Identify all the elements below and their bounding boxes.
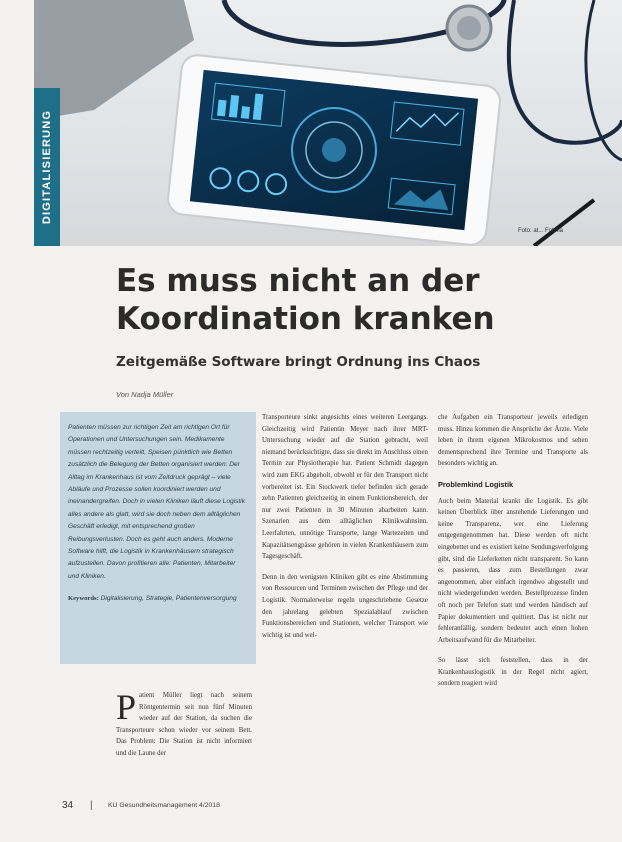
body-paragraph: atient Müller liegt nach seinem Röntgentermin seit nun fünf Minuten wieder auf der Station, da suchen die Transporteure schon wieder vor seinem Bett. Das Problem: Die Station ist nicht informiert und die Laune der <box>116 692 252 757</box>
footer-separator: | <box>90 800 93 811</box>
keywords <box>68 593 248 605</box>
abstract-box <box>60 412 256 664</box>
hero-photo <box>34 0 622 246</box>
photo-credit: Foto: at... Fotolia <box>518 228 564 234</box>
keywords-list: Digitalisierung, Strategie, Patientenversorgung <box>100 595 237 603</box>
body-paragraph: Transporteure sinkt angesichts eines weiteren Leergangs. Gleichzeitig wird Patientin Meyer nach ihrer MRT-Untersuchung wieder auf die Station gebracht, weil niemand berücksichtigte, dass sie direkt im Anschluss einen Termin zur Physiotherapie hat. Patient Schmidt dagegen wird zum EKG abgeholt, obwohl er für den Transport nicht vorbereitet ist. Ein Stockwerk tiefer befinden sich gerade zehn Patienten gleichzeitig in einem Funktionsbereich, der nur zwei Patienten in 30 Minuten abarbeiten kann. Szenarien aus dem alltäglichen Klinikwahnsinn. Leerfahrten, unnötige Transporte, lange Wartezeiten und Kapazitätsengpässe gehören in vielen Krankenhäusern zum Tagesgeschäft. <box>262 414 428 561</box>
tablet-stethoscope-illustration <box>34 0 622 246</box>
body-paragraph: Denn in den wenigsten Kliniken gibt es eine Abstimmung von Ressourcen und Terminen zwischen der Pflege und der Logistik. Normalerweise regeln ungeschriebene Gesetze den jahrelang gelebten Spezialablauf zwischen Funktionsbereichen und Stationen, welcher Transport wie wichtig ist und wel- <box>262 573 428 639</box>
article-title: Es muss nicht an der Koordination kranken <box>116 263 495 337</box>
body-paragraph: che Aufgaben ein Transporteur jeweils erledigen muss. Hinzu kommen die Ansprüche der Ärzte. Viele leben in ihrem eigenen Mikrokosmos und sehen dementsprechend ihre Termine und Transporte als besonders wichtig an. <box>438 414 588 468</box>
keywords-label: Keywords: <box>68 595 99 603</box>
body-column-2 <box>262 412 428 650</box>
page-footer <box>62 800 582 814</box>
dropcap: P <box>116 687 137 727</box>
section-label: DIGITALISIERUNG <box>41 109 54 225</box>
body-column-1 <box>116 687 252 769</box>
body-paragraph: Auch beim Material krankt die Logistik. Es gibt keinen Überblick über anstehende Lieferungen und keine Transparenz, wer eine Lieferung entgegengenommen hat. Diese werden oft nicht eingebettet und es existiert keine Sendungsverfolgung gibt, sind die Lieferketten nicht transparent. So kann es passieren, dass zum Bestellungen zwar angenommen, aber einfach irgendwo abgestellt und nicht wiedergefunden werden. Bestellprozesse finden oft noch per Telefon statt und werden händisch auf Papier dokumentiert und quittiert. Das ist nicht nur fehleranfällig, sondern bedeutet auch einen hohen Arbeitsaufwand für die Mitarbeiter. <box>438 497 588 644</box>
abstract-text: Patienten müssen zur richtigen Zeit am richtigen Ort für Operationen und Untersuchungen sein. Medikamente müssen rechtzeitig verteilt, Speisen pünktlich wie Betten zusätzlich die Belegung der Betten organisiert werden: Der Alltag im Krankenhaus ist vom Zeitdruck geprägt – viele Abläufe und Prozesse sollen koordiniert werden und ineinandergreifen. Doch in vielen Kliniken läuft diese Logistik alles andere als glatt, wird sie doch neben dem alltäglichen Geschäft erledigt, mit entsprechend großen Reibungsverlusten. Doch es geht auch anders. Moderne Software hilft, die Logistik in Krankenhäusern strategisch aufzustellen. Davon profitieren alle: Patienten, Mitarbeiter und Kliniken. <box>68 424 246 580</box>
section-label-band <box>34 88 60 246</box>
body-paragraph: So lässt sich feststellen, dass in der Krankenhauslogistik in der Regel nicht agiert, sondern reagiert wird <box>438 657 588 688</box>
page-number: 34 <box>62 800 74 811</box>
publication-name: KU Gesundheitsmanagement 4/2018 <box>108 802 220 809</box>
section-heading: Problemkind Logistik <box>438 479 514 489</box>
body-column-3 <box>438 412 588 699</box>
article-subtitle: Zeitgemäße Software bringt Ordnung ins Chaos <box>116 354 481 370</box>
article-byline: Von Nadja Müller <box>116 390 174 399</box>
